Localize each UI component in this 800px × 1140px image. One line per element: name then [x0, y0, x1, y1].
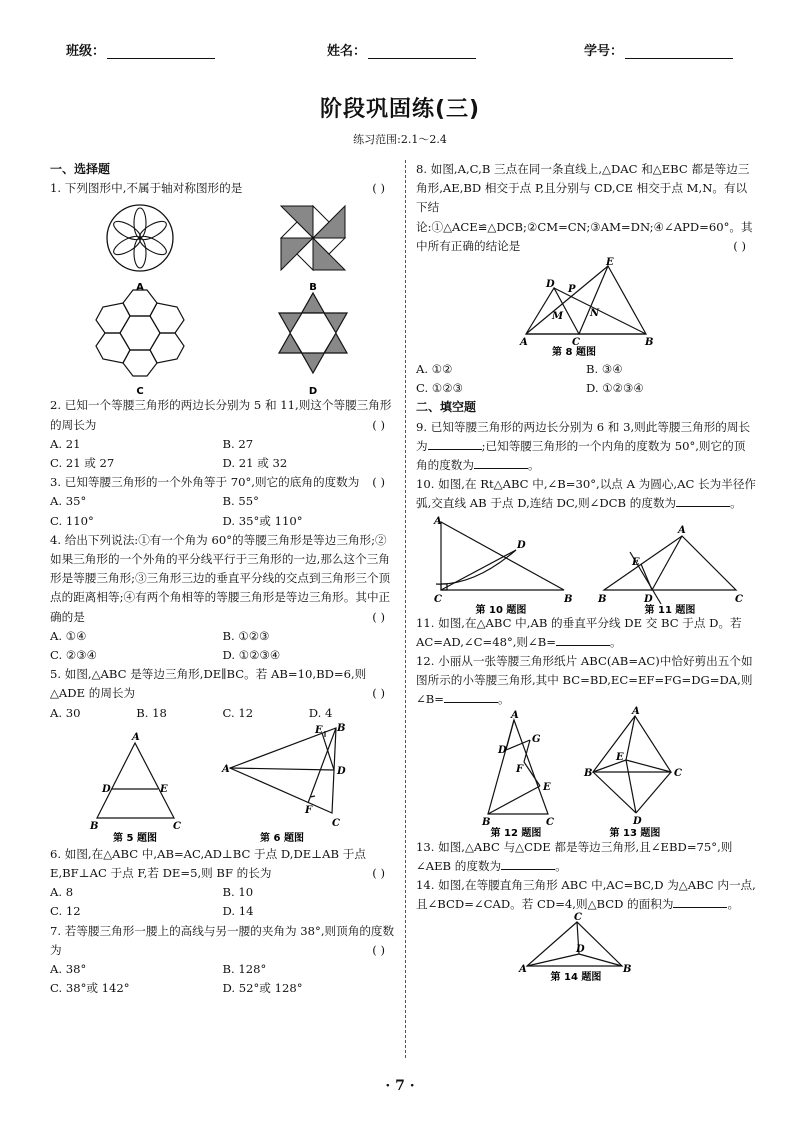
practice-range: 练习范围:2.1～2.4 — [353, 133, 447, 146]
option-a[interactable]: A. ①④ — [50, 628, 87, 643]
label-d: D — [337, 765, 346, 777]
label-f: F — [305, 804, 313, 816]
option-b[interactable]: B. 10 — [222, 885, 254, 900]
question-8 — [416, 160, 756, 256]
question-12: 12. 小丽从一张等腰三角形纸片 ABC(AB=AC)中恰好剪出五个如图所示的小等腰三角形,其中 BC=BD,EC=EF=FG=DG=DA,则∠B= 。 — [416, 654, 753, 707]
option-b[interactable]: B. 55° — [222, 494, 259, 509]
label-d: D — [644, 593, 653, 605]
label-d: D — [517, 539, 526, 551]
question-4-options — [50, 627, 395, 665]
label-b: B — [598, 593, 607, 605]
figure-10-caption: 第 10 题图 — [475, 604, 527, 616]
figure-8 — [416, 256, 756, 360]
question-11-text: 11. 如图,在△ABC 中,AB 的垂直平分线 DE 交 BC 于点 D。若 AC=AD,∠C=48°,则∠B= — [416, 615, 742, 649]
figure-5-caption: 第 5 题图 — [113, 832, 157, 844]
question-3 — [50, 473, 395, 492]
answer-paren[interactable]: ( ) — [372, 181, 385, 196]
label-m: M — [552, 311, 564, 323]
option-b[interactable]: B. 18 — [136, 705, 167, 720]
answer-blank[interactable] — [444, 690, 498, 703]
question-11: 11. 如图,在△ABC 中,AB 的垂直平分线 DE 交 BC 于点 D。若 AC=AD,∠C=48°,则∠B= 。 — [416, 615, 742, 649]
label-d: D — [546, 279, 555, 291]
figures-10-11 — [416, 514, 756, 614]
label-a: A — [520, 337, 528, 349]
label-b: B — [645, 337, 654, 349]
answer-blank[interactable] — [673, 895, 727, 908]
label-e: E — [606, 257, 614, 269]
figures-5-6 — [50, 723, 395, 845]
question-7-text: 7. 若等腰三角形一腰上的高线与另一腰的夹角为 38°,则顶角的度数为 — [50, 923, 395, 957]
label-d: D — [498, 744, 507, 756]
answer-blank[interactable] — [474, 456, 528, 469]
option-d[interactable]: D. 35°或 110° — [222, 513, 303, 528]
question-3-text: 3. 已知等腰三角形的一个外角等于 70°,则它的底角的度数为 — [50, 475, 360, 490]
figure-14 — [416, 914, 756, 982]
label-a: A — [132, 731, 140, 743]
class-blank[interactable] — [107, 44, 215, 59]
label-b: B — [564, 593, 573, 605]
label-c: C — [572, 337, 580, 349]
question-8-options — [416, 360, 756, 398]
section-multiple-choice: 一、选择题 — [50, 162, 111, 176]
answer-paren[interactable]: ( ) — [372, 942, 385, 957]
question-2-text: 2. 已知一个等腰三角形的两边长分别为 5 和 11,则这个等腰三角形的周长为 — [50, 398, 392, 432]
section-fill-blank: 二、填空题 — [416, 400, 477, 415]
left-column — [50, 160, 395, 998]
label-c: C — [434, 593, 442, 605]
figure-1b — [281, 206, 345, 270]
option-d[interactable]: D. ①②③④ — [586, 381, 644, 396]
class-field: 班级： — [66, 40, 215, 59]
option-b[interactable]: B. ①②③ — [222, 628, 270, 643]
answer-blank[interactable] — [676, 494, 730, 507]
answer-paren[interactable]: ( ) — [372, 866, 385, 881]
answer-blank[interactable] — [428, 437, 482, 450]
question-7-options — [50, 960, 395, 998]
option-a[interactable]: A. 21 — [50, 436, 81, 451]
label-c: C — [735, 593, 743, 605]
column-divider — [405, 160, 406, 1058]
label-e: E — [616, 751, 624, 763]
label-b: B — [482, 816, 491, 828]
question-9-text-b: ;已知等腰三角形的一个内角的度数为 50°,则它的顶角的度数为 — [416, 438, 746, 473]
option-c[interactable]: C. 38°或 142° — [50, 981, 130, 996]
question-1-figures — [50, 198, 395, 398]
label-c: C — [173, 820, 181, 832]
question-5 — [50, 665, 395, 703]
option-d[interactable]: D. ①②③④ — [222, 648, 281, 663]
answer-paren[interactable]: ( ) — [372, 417, 385, 432]
label-b: B — [584, 767, 593, 779]
question-4-text: 4. 给出下列说法:①有一个角为 60°的等腰三角形是等边三角形;②如果三角形的一个外角的平分线平行于三角形的一边,那么这个三角形是等腰三角形;③三角形三边的垂直平分线的交点到三角形三个顶点的距离相等;④有两个角相等的等腰三角形是等边三角形。其中正确的是 — [50, 532, 391, 624]
figure-1c-label: C — [136, 386, 144, 398]
answer-paren[interactable]: ( ) — [372, 609, 385, 624]
option-a[interactable]: A. 30 — [50, 705, 81, 720]
question-6-text: 6. 如图,在△ABC 中,AB=AC,AD⊥BC 于点 D,DE⊥AB 于点 E,BF⊥AC 于点 F,若 DE=5,则 BF 的长为 — [50, 846, 366, 881]
question-14: 14. 如图,在等腰直角三角形 ABC 中,AC=BC,D 为△ABC 内一点,且∠BCD=∠CAD。若 CD=4,则△BCD 的面积为 。 — [416, 878, 756, 912]
student-id-blank[interactable] — [625, 44, 733, 59]
label-b: B — [623, 964, 632, 976]
label-d: D — [102, 783, 111, 795]
label-c: C — [574, 912, 582, 924]
label-c: C — [674, 767, 682, 779]
figure-1a — [107, 205, 173, 271]
answer-blank[interactable] — [556, 633, 610, 646]
figure-6-caption: 第 6 题图 — [260, 832, 304, 844]
question-1 — [50, 179, 395, 198]
question-5-text: 5. 如图,△ABC 是等边三角形,DE∥BC。若 AB=10,BD=6,则△ADE 的周长为 — [50, 667, 367, 701]
page-title: 阶段巩固练(三) — [319, 97, 481, 122]
question-10-text: 10. 如图,在 Rt△ABC 中,∠B=30°,以点 A 为圆心,AC 长为半径作弧,交直线 AB 于点 D,连结 DC,则∠DCB 的度数为 — [416, 477, 757, 511]
label-d: D — [576, 944, 585, 956]
option-d[interactable]: D. 52°或 128° — [222, 981, 303, 996]
question-2 — [50, 396, 395, 434]
question-7 — [50, 922, 395, 960]
label-a: A — [511, 709, 519, 721]
label-f: F — [516, 763, 524, 775]
question-8-text: 8. 如图,A,C,B 三点在同一条直线上,△DAC 和△EBC 都是等边三角形,AE,BD 相交于点 P,且分别与 CD,CE 相交于点 M,N。有以下结论:①△ACE≌△DCB;②CM=CN;③AM=DN;④∠APD=60°。其中所有正确的结论是 — [416, 162, 753, 253]
option-c[interactable]: C. 12 — [222, 705, 254, 720]
question-5-options — [50, 704, 395, 723]
figure-5 — [97, 743, 174, 818]
answer-paren[interactable]: ( ) — [372, 686, 385, 701]
figure-6 — [230, 728, 336, 813]
figure-13-caption: 第 13 题图 — [609, 827, 661, 839]
right-column — [416, 160, 756, 982]
question-6-options — [50, 883, 395, 921]
option-d[interactable]: D. 14 — [222, 904, 254, 919]
question-1-text: 1. 下列图形中,不属于轴对称图形的是 — [50, 181, 243, 196]
question-13-text: 13. 如图,△ABC 与△CDE 都是等边三角形,且∠EBD=75°,则∠AEB 的度数为 — [416, 839, 733, 873]
question-13: 13. 如图,△ABC 与△CDE 都是等边三角形,且∠EBD=75°,则∠AEB 的度数为 。 — [416, 839, 733, 873]
question-3-options — [50, 492, 395, 530]
figure-1d-label: D — [308, 386, 318, 398]
figure-1a-label: A — [136, 282, 144, 294]
figure-12-caption: 第 12 题图 — [490, 827, 542, 839]
label-e: E — [160, 783, 168, 795]
label-b: B — [90, 820, 99, 832]
label-e: E — [543, 781, 551, 793]
option-b[interactable]: B. ③④ — [586, 362, 623, 377]
option-b[interactable]: B. 27 — [222, 436, 254, 451]
label-b: B — [337, 722, 346, 734]
option-d[interactable]: D. 4 — [308, 705, 333, 720]
label-n: N — [590, 308, 600, 320]
label-a: A — [678, 524, 686, 536]
question-10: 10. 如图,在 Rt△ABC 中,∠B=30°,以点 A 为圆心,AC 长为半径作弧,交直线 AB 于点 D,连结 DC,则∠DCB 的度数为 。 — [416, 477, 757, 511]
option-a[interactable]: A. 38° — [50, 962, 87, 977]
question-12-text: 12. 小丽从一张等腰三角形纸片 ABC(AB=AC)中恰好剪出五个如图所示的小等腰三角形,其中 BC=BD,EC=EF=FG=DG=DA,则∠B= — [416, 654, 753, 707]
question-4 — [50, 531, 395, 627]
label-a: A — [434, 515, 442, 527]
label-e: E — [632, 556, 640, 568]
label-e: E — [315, 724, 323, 736]
option-c[interactable]: C. 12 — [50, 904, 81, 919]
label-c: C — [332, 817, 340, 829]
student-id-field: 学号： — [584, 40, 733, 59]
label-p: P — [568, 284, 576, 296]
label-a: A — [222, 763, 230, 775]
label-a: A — [632, 705, 640, 717]
option-c[interactable]: C. ②③④ — [50, 648, 98, 663]
figures-12-13 — [416, 705, 756, 839]
option-c[interactable]: C. ①②③ — [416, 381, 464, 396]
page-number: · 7 · — [385, 1078, 415, 1094]
option-a[interactable]: A. ①② — [416, 362, 453, 377]
question-6 — [50, 845, 395, 883]
answer-paren[interactable]: ( ) — [372, 475, 385, 490]
option-a[interactable]: A. 8 — [50, 885, 74, 900]
answer-paren[interactable]: ( ) — [733, 238, 746, 253]
figure-1d — [279, 293, 347, 373]
label-d: D — [633, 815, 642, 827]
question-14-text: 14. 如图,在等腰直角三角形 ABC 中,AC=BC,D 为△ABC 内一点,且∠BCD=∠CAD。若 CD=4,则△BCD 的面积为 — [416, 878, 756, 912]
figure-8-caption: 第 8 题图 — [552, 347, 596, 359]
question-9-text: 9. 已知等腰三角形的两边长分别为 6 和 3,则此等腰三角形的周长为 — [416, 419, 751, 453]
figure-1c — [96, 290, 184, 376]
figure-1b-label: B — [309, 282, 317, 294]
option-d[interactable]: D. 21 或 32 — [222, 456, 288, 471]
label-a: A — [519, 964, 527, 976]
option-b[interactable]: B. 128° — [222, 962, 267, 977]
option-a[interactable]: A. 35° — [50, 494, 87, 509]
option-c[interactable]: C. 21 或 27 — [50, 456, 115, 471]
question-9: 9. 已知等腰三角形的两边长分别为 6 和 3,则此等腰三角形的周长为 ;已知等腰三角形的一个内角的度数为 50°,则它的顶角的度数为 。 — [416, 419, 751, 473]
answer-blank[interactable] — [501, 857, 555, 870]
question-2-options — [50, 435, 395, 473]
label-c: C — [546, 816, 554, 828]
name-blank[interactable] — [368, 44, 476, 59]
figure-11-caption: 第 11 题图 — [644, 604, 696, 616]
name-field: 姓名： — [327, 40, 476, 59]
label-g: G — [532, 733, 541, 745]
option-c[interactable]: C. 110° — [50, 513, 94, 528]
figure-14-caption: 第 14 题图 — [550, 972, 602, 984]
